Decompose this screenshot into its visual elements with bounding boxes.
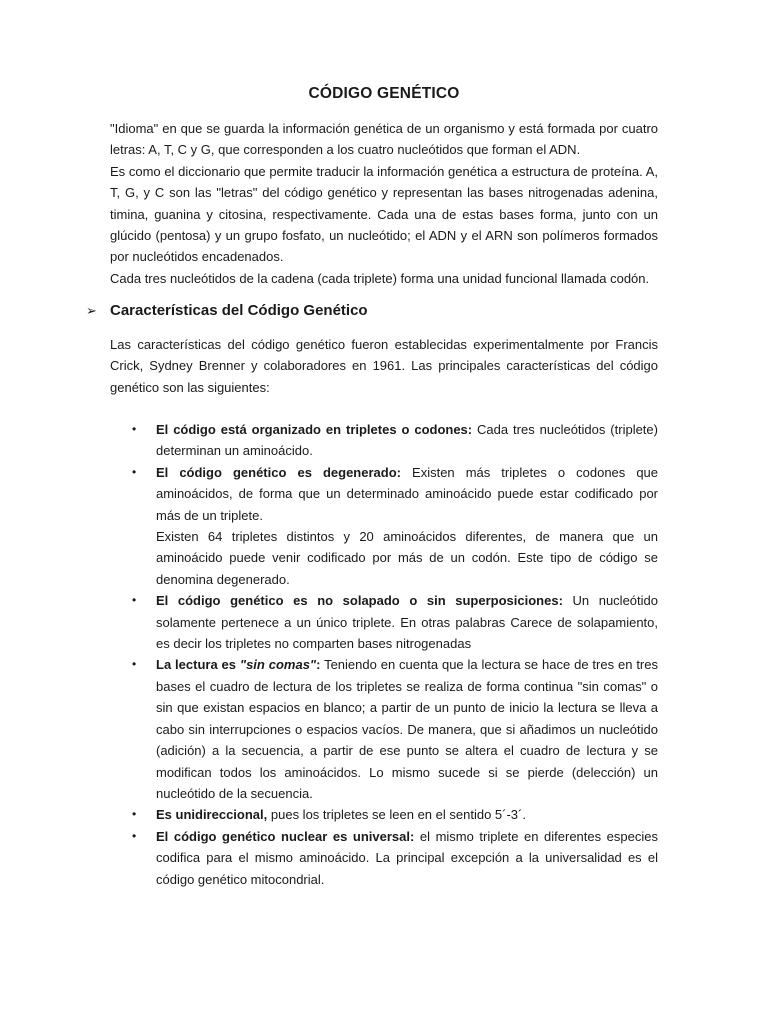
list-item (110, 590, 658, 654)
feature-label: El código está organizado en tripletes o codones: (156, 422, 473, 437)
features-list (110, 419, 658, 890)
feature-extra-text: Existen 64 tripletes distintos y 20 aminoácidos diferentes, de manera que un aminoácido puede venir codificado por más de un codón. Este tipo de código se denomina degenerado. (156, 529, 658, 587)
list-item (110, 804, 658, 825)
feature-label: El código genético es no solapado o sin superposiciones: (156, 593, 563, 609)
intro-paragraph: "Idioma" en que se guarda la información genética de un organismo y está formada por cuatro letras: A, T, C y G, que corresponden a los cuatro nucleótidos que forman el ADN. (110, 121, 658, 158)
feature-label: El código genético es degenerado: (156, 464, 401, 480)
feature-label-quote: "sin comas" (239, 657, 317, 673)
section-heading-text: Características del Código Genético (110, 302, 368, 319)
feature-label-suffix: : (316, 657, 321, 673)
list-item (110, 654, 658, 804)
feature-text: el mismo triplete en diferentes especies codifica para el mismo aminoácido. La principal excepción a la universalidad es el código genético mitocondrial. (156, 828, 658, 887)
feature-text: Un nucleótido solamente pertenece a un único triplete. En otras palabras Carece de solapamiento, es decir los tripletes no comparten bases nitrogenadas (156, 593, 658, 652)
feature-label: Es unidireccional, (156, 807, 268, 823)
bullet-icon: • (132, 593, 137, 608)
feature-label: El código genético nuclear es universal: (156, 828, 415, 844)
intro-section (110, 118, 658, 289)
feature-label: La lectura es (156, 657, 240, 673)
page-title: CÓDIGO GENÉTICO (308, 85, 460, 102)
section-intro-paragraph: Las características del código genético fueron establecidas experimentalmente por Francis Crick, Sydney Brenner y colaboradores en 1961. Las principales características del código genético son las siguientes: (110, 337, 658, 395)
bullet-icon: • (132, 807, 137, 822)
section-heading (86, 302, 666, 319)
bullet-icon: • (132, 422, 137, 436)
feature-text: Existen más tripletes o codones que aminoácidos, de forma que un determinado aminoácido puede estar codificado por más de un triplete. (156, 464, 659, 523)
intro-paragraph: Es como el diccionario que permite traducir la información genética a estructura de proteína. A, T, G, y C son las "letras" del código genético y representan las bases nitrogenadas adenina, timina, guanina y citosina, respectivamente. Cada una de estas bases forma, junto con un glúcido (pentosa) y un grupo fosfato, un nucleótido; el ADN y el ARN son polímeros formados por nucleótidos encadenados. (110, 163, 658, 265)
intro-paragraph: Cada tres nucleótidos de la cadena (cada triplete) forma una unidad funcional llamada codón. (110, 270, 650, 286)
arrow-bullet-icon: ➢ (86, 302, 97, 318)
bullet-icon: • (132, 657, 137, 672)
list-item (110, 826, 658, 890)
list-item (110, 419, 658, 462)
bullet-icon: • (132, 828, 137, 843)
feature-text: pues los tripletes se leen en el sentido 5´-3´. (267, 807, 526, 823)
feature-text: Cada tres nucleótidos (triplete) determinan un aminoácido. (156, 422, 658, 459)
list-item (110, 462, 658, 590)
feature-text: Teniendo en cuenta que la lectura se hace de tres en tres bases el cuadro de lectura de los tripletes se realiza de forma continua "sin comas" o sin que existan espacios en blanco; a partir de un punto de inicio la lectura se lleva a cabo sin interrupciones o espacios vacíos. De manera, que si añadimos un nucleótido (adición) a la secuencia, a partir de ese punto se altera el cuadro de lectura y se modifican todos los aminoácidos. Lo mismo sucede si se pierde (delección) un nucleótido de la secuencia. (156, 657, 658, 801)
bullet-icon: • (132, 464, 137, 479)
